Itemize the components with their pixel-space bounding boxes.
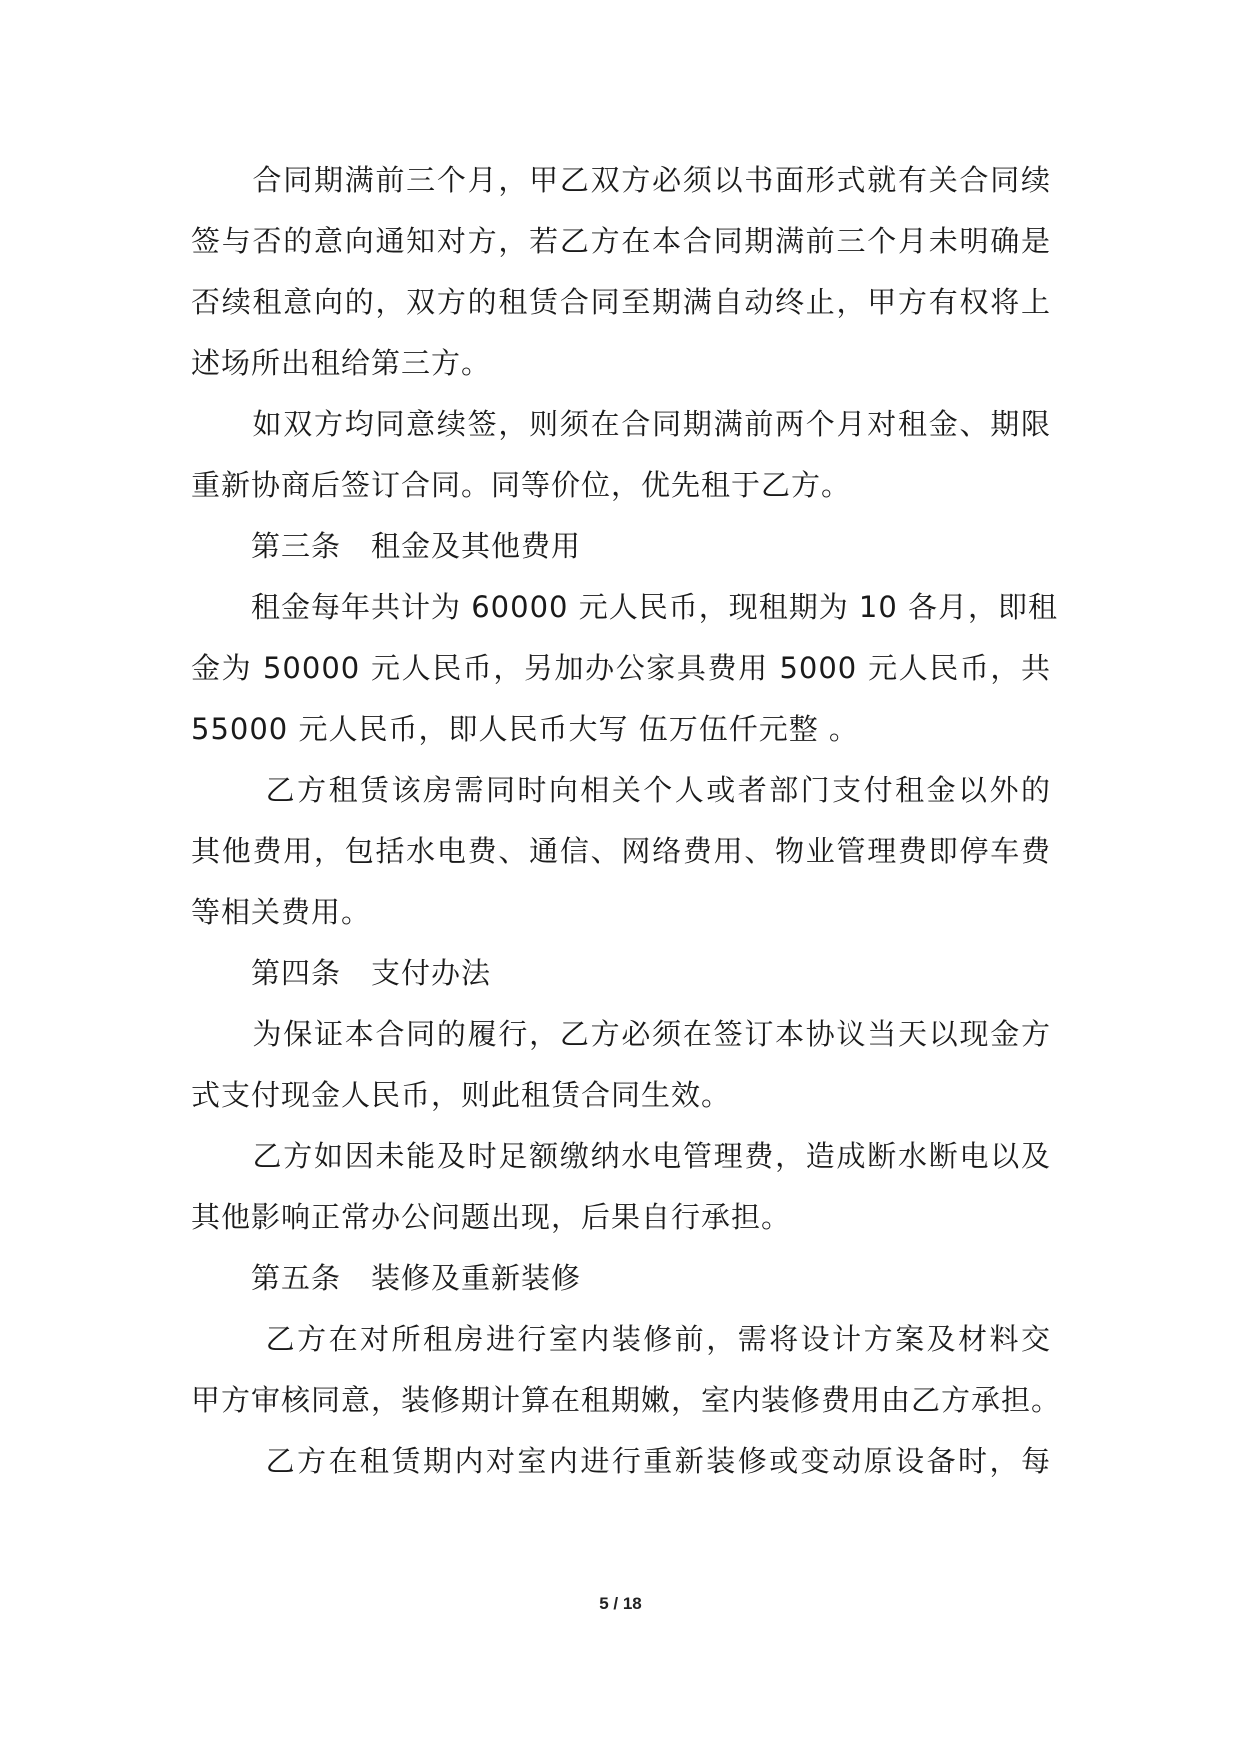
text-line: 等相关费用。 [191,895,372,929]
text-line: 重新协商后签订合同。同等价位，优先租于乙方。 [191,468,852,502]
text-line: 租金每年共计为 60000 元人民币，现租期为 10 各月，即租 [191,590,1059,624]
text-line: 其他费用，包括水电费、通信、网络费用、物业管理费即停车费 [191,834,1051,868]
text-line: 乙方在租赁期内对室内进行重新装修或变动原设备时，每 [191,1444,1051,1478]
text-line: 其他影响正常办公问题出现，后果自行承担。 [191,1200,792,1234]
section-heading-article-5: 第五条 装修及重新装修 [191,1261,582,1295]
text-line: 式支付现金人民币，则此租赁合同生效。 [191,1078,732,1112]
text-line: 金为 50000 元人民币，另加办公家具费用 5000 元人民币，共 [191,651,1051,685]
text-line: 乙方在对所租房进行室内装修前，需将设计方案及材料交 [191,1322,1051,1356]
text-line: 合同期满前三个月，甲乙双方必须以书面形式就有关合同续 [191,163,1051,197]
text-line: 55000 元人民币，即人民币大写 伍万伍仟元整 。 [191,712,859,746]
text-line: 乙方如因未能及时足额缴纳水电管理费，造成断水断电以及 [191,1139,1051,1173]
text-line: 如双方均同意续签，则须在合同期满前两个月对租金、期限 [191,407,1051,441]
text-line: 否续租意向的，双方的租赁合同至期满自动终止，甲方有权将上 [191,285,1051,319]
page-number: 5 / 18 [599,1594,642,1613]
text-line: 甲方审核同意，装修期计算在租期嫩，室内装修费用由乙方承担。 [191,1383,1062,1417]
section-heading-article-4: 第四条 支付办法 [191,956,492,990]
text-line: 乙方租赁该房需同时向相关个人或者部门支付租金以外的 [191,773,1051,807]
text-line: 签与否的意向通知对方，若乙方在本合同期满前三个月未明确是 [191,224,1051,258]
text-line: 为保证本合同的履行，乙方必须在签订本协议当天以现金方 [191,1017,1051,1051]
section-heading-article-3: 第三条 租金及其他费用 [191,529,582,563]
text-line: 述场所出租给第三方。 [191,346,492,380]
contract-body [191,150,1062,1492]
